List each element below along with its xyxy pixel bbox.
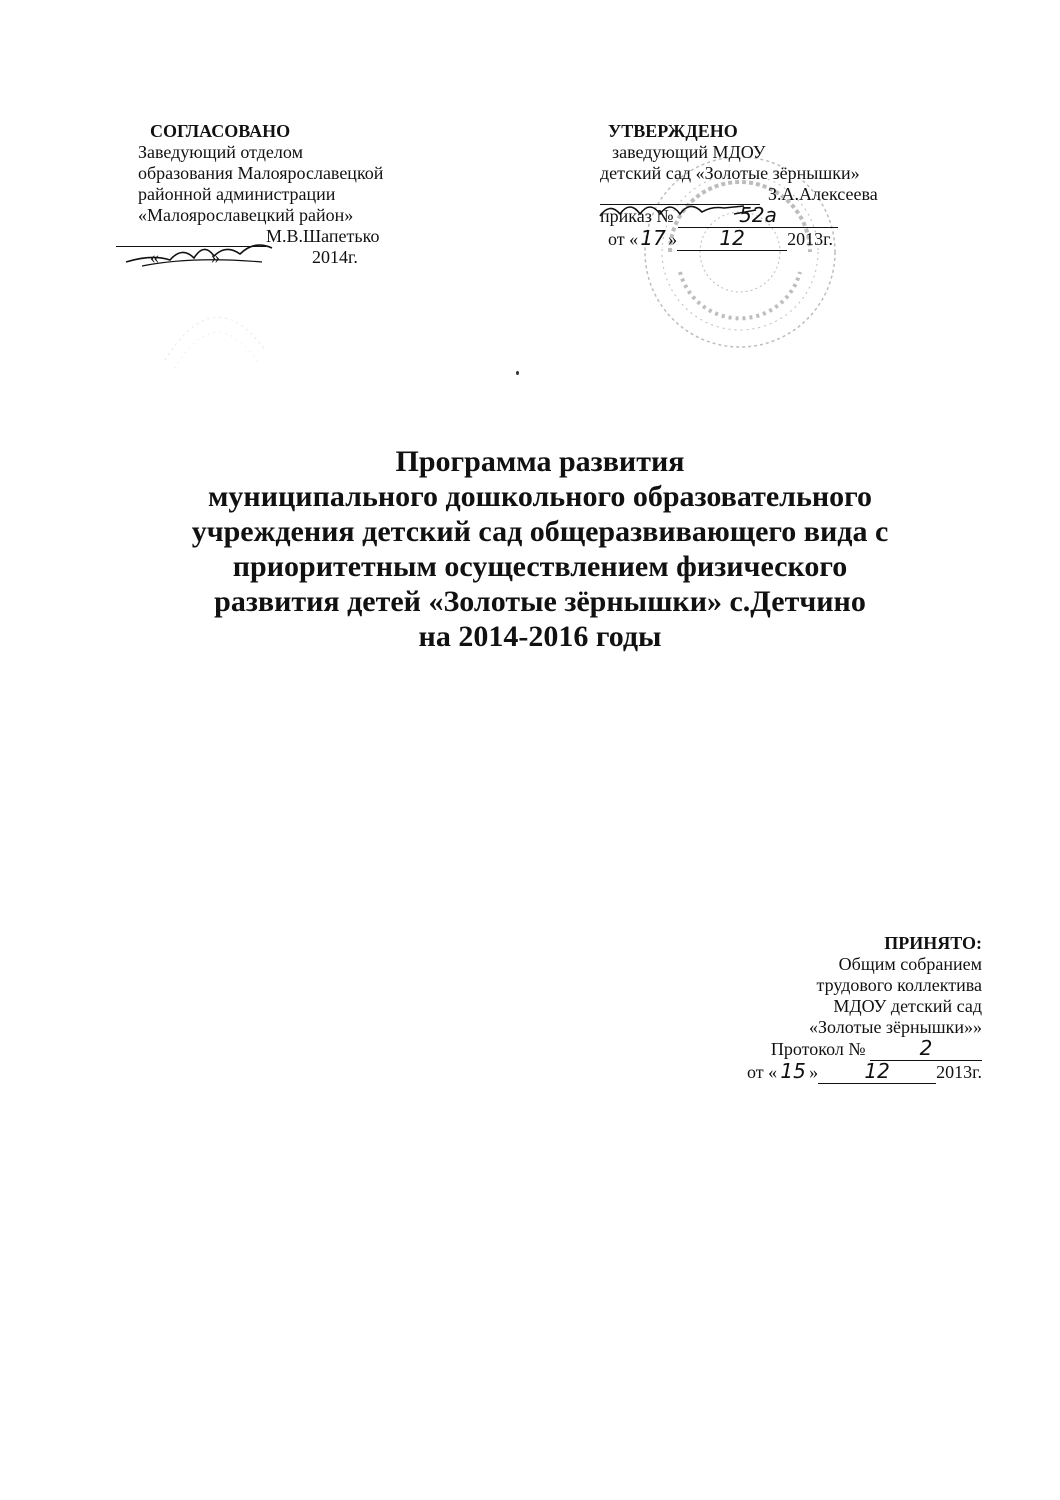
approved-date-line bbox=[600, 228, 878, 251]
agreed-date-close: » bbox=[211, 247, 220, 267]
approved-line: детский сад «Золотые зёрнышки» bbox=[600, 163, 860, 183]
approved-date-suffix: г. bbox=[823, 229, 833, 249]
agreed-line: «Малоярославецкий район» bbox=[138, 205, 354, 225]
agreed-year: 2014г. bbox=[312, 247, 358, 267]
approved-line: заведующий МДОУ bbox=[612, 142, 766, 162]
signature-mark bbox=[594, 196, 764, 224]
agreed-date-open: « bbox=[150, 247, 159, 267]
approved-month-field bbox=[677, 228, 787, 251]
approved-order-label: приказ № bbox=[600, 206, 674, 226]
adopted-heading: ПРИНЯТО: bbox=[884, 933, 982, 953]
title-line: учреждения детский сад общеразвивающего вида с bbox=[191, 515, 889, 548]
faint-stamp-trace bbox=[160, 290, 270, 370]
approved-order-number: 52а bbox=[739, 203, 777, 227]
adopted-protocol-number: 2 bbox=[919, 1036, 933, 1060]
adopted-line: трудового коллектива bbox=[816, 975, 982, 995]
adopted-line: «Золотые зёрнышки»» bbox=[808, 1017, 982, 1037]
adopted-block bbox=[700, 933, 982, 1084]
agreed-line: районной администрации bbox=[138, 184, 336, 204]
approved-date-sep: » bbox=[668, 229, 678, 249]
approved-heading: УТВЕРЖДЕНО bbox=[608, 121, 738, 141]
title-line: развития детей «Золотые зёрнышки» с.Детчино bbox=[214, 585, 866, 618]
adopted-date-sep: » bbox=[809, 1062, 819, 1082]
adopted-protocol-line bbox=[700, 1038, 982, 1061]
agreed-line: образования Малоярославецкой bbox=[138, 163, 384, 183]
signature-mark bbox=[122, 240, 282, 270]
title-line: приоритетным осуществлением физического bbox=[232, 550, 848, 583]
ink-speck bbox=[516, 371, 519, 375]
adopted-date-line bbox=[700, 1061, 982, 1084]
title-line: Программа развития bbox=[395, 445, 685, 478]
approved-date-year: 2013 bbox=[787, 229, 824, 249]
adopted-protocol-label: Протокол № bbox=[770, 1039, 866, 1059]
approved-date-prefix: от « bbox=[608, 229, 639, 249]
adopted-date-year: 2013 bbox=[936, 1062, 973, 1082]
adopted-date-prefix: от « bbox=[747, 1062, 778, 1082]
adopted-date-month: 12 bbox=[864, 1059, 890, 1083]
approved-date-day: 17 bbox=[640, 226, 666, 250]
adopted-line: Общим собранием bbox=[838, 954, 982, 974]
title-line: муниципального дошкольного образовательного bbox=[208, 480, 872, 513]
adopted-line: МДОУ детский сад bbox=[833, 996, 982, 1016]
agreed-signatory: М.В.Шапетько bbox=[266, 226, 380, 246]
approved-signatory: З.А.Алексеева bbox=[768, 184, 878, 204]
adopted-protocol-field bbox=[870, 1038, 982, 1061]
adopted-month-field bbox=[818, 1061, 936, 1084]
adopted-date-suffix: г. bbox=[972, 1062, 982, 1082]
document-title bbox=[100, 444, 980, 654]
agreed-heading: СОГЛАСОВАНО bbox=[150, 121, 291, 141]
approved-block bbox=[600, 121, 878, 251]
approved-date-month: 12 bbox=[719, 226, 745, 250]
title-line: на 2014-2016 годы bbox=[418, 620, 662, 653]
adopted-date-day: 15 bbox=[780, 1059, 806, 1083]
agreed-line: Заведующий отделом bbox=[138, 142, 303, 162]
